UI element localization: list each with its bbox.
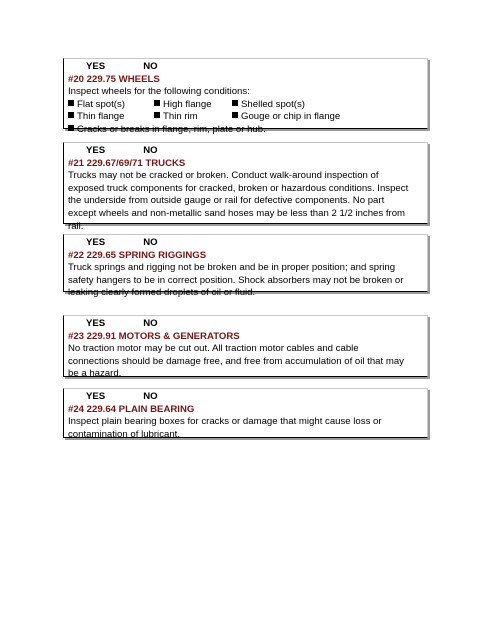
bullet-icon — [154, 112, 160, 118]
inspection-box-motors-generators — [63, 315, 428, 380]
body-line: Trucks may not be cracked or broken. Conduct walk-around inspection of — [68, 170, 379, 182]
yes-label[interactable]: YES — [86, 61, 106, 72]
body-line: Inspect plain bearing boxes for cracks or damage that might cause loss or — [68, 416, 382, 428]
condition-item — [232, 111, 423, 124]
bullet-icon — [68, 125, 74, 131]
condition-text: Gouge or chip in flange — [241, 111, 341, 123]
condition-item — [68, 99, 154, 112]
condition-list — [68, 99, 423, 124]
inspection-box-plain-bearing — [63, 388, 428, 438]
yes-no-row — [68, 237, 423, 250]
condition-item — [154, 99, 232, 112]
yes-no-row — [68, 391, 423, 404]
inspection-box-trucks — [63, 142, 428, 232]
yes-no-row — [68, 145, 423, 158]
condition-item — [154, 111, 232, 124]
yes-label[interactable]: YES — [86, 318, 106, 329]
condition-text: Cracks or breaks in flange, rim, plate or hub. — [77, 123, 266, 135]
body-line: contamination of lubricant. — [68, 428, 180, 440]
condition-text: Thin rim — [163, 111, 198, 123]
bullet-icon — [154, 100, 160, 106]
body-line: except wheels and non-metallic sand hoses may be less than 2 1/2 inches from — [68, 207, 406, 219]
bullet-icon — [232, 112, 238, 118]
condition-text: High flange — [163, 98, 212, 110]
body-line: No traction motor may be cut out. All traction motor cables and cable — [68, 343, 359, 355]
bullet-icon — [232, 100, 238, 106]
no-label[interactable]: NO — [143, 391, 158, 402]
bullet-icon — [68, 100, 74, 106]
body-line: safety hangers to be in correct position. Shock absorbers may not be broken or — [68, 274, 404, 286]
yes-no-row — [68, 61, 423, 74]
condition-item — [68, 111, 154, 124]
yes-label[interactable]: YES — [86, 237, 106, 248]
section-title: #21 229.67/69/71 TRUCKS — [68, 157, 186, 169]
section-title: #22 229.65 SPRING RIGGINGS — [68, 249, 207, 261]
body-line: Truck springs and rigging not be broken and be in proper position; and spring — [68, 262, 396, 274]
body-line: rail. — [68, 220, 84, 232]
inspection-box-wheels — [63, 58, 428, 135]
bullet-icon — [68, 112, 74, 118]
yes-label[interactable]: YES — [86, 145, 106, 156]
no-label[interactable]: NO — [143, 318, 158, 329]
yes-no-row — [68, 318, 423, 331]
body-line: leaking clearly formed droplets of oil or fluid. — [68, 287, 256, 299]
no-label[interactable]: NO — [143, 61, 158, 72]
condition-item — [232, 99, 423, 112]
condition-text: Flat spot(s) — [77, 98, 125, 110]
section-title: #24 229.64 PLAIN BEARING — [68, 403, 195, 415]
yes-label[interactable]: YES — [86, 391, 106, 402]
section-title: #20 229.75 WHEELS — [68, 73, 160, 85]
no-label[interactable]: NO — [143, 145, 158, 156]
body-line: be a hazard. — [68, 368, 122, 380]
body-line: exposed truck components for cracked, broken or hazardous conditions. Inspect — [68, 182, 409, 194]
condition-text: Shelled spot(s) — [241, 98, 305, 110]
section-intro: Inspect wheels for the following conditions: — [68, 86, 250, 98]
body-line: the underside from outside gauge or rail for defective components. No part — [68, 195, 385, 207]
no-label[interactable]: NO — [143, 237, 158, 248]
section-title: #23 229.91 MOTORS & GENERATORS — [68, 330, 240, 342]
condition-text: Thin flange — [77, 111, 125, 123]
condition-item — [68, 124, 423, 137]
body-line: connections should be damage free, and free from accumulation of oil that may — [68, 355, 404, 367]
inspection-box-spring-riggings — [63, 234, 428, 299]
